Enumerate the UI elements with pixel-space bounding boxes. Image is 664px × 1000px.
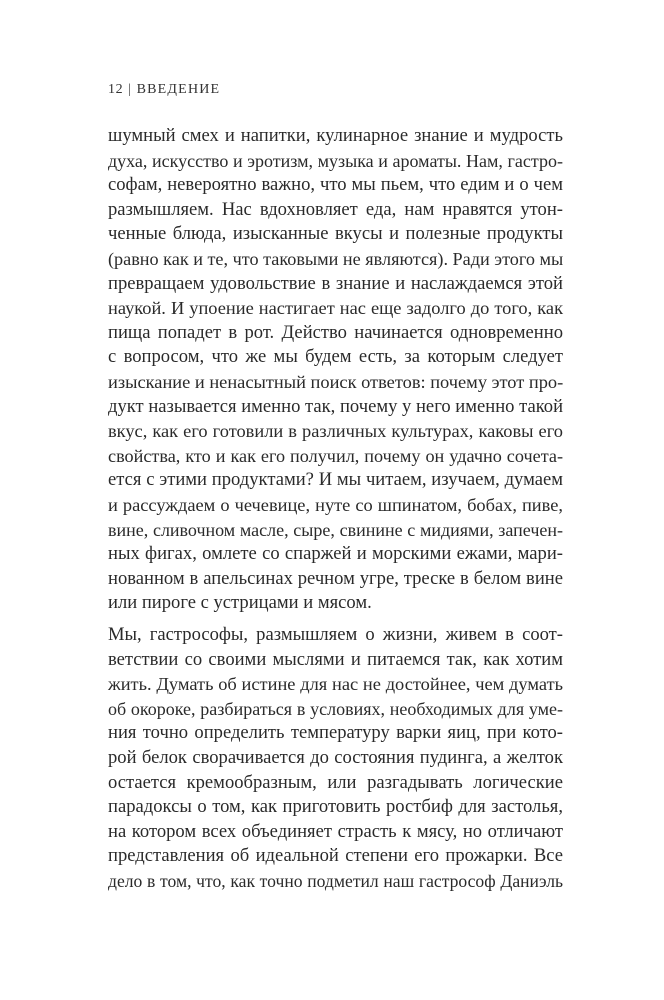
running-head [108,82,220,98]
text-line: свойства, кто и как его получил, почему он удачно сочета- [108,445,563,466]
text-line: софам, невероятно важно, что мы пьем, что едим и о чем [108,174,563,196]
text-line: представления об идеальной степени его прожарки. Все [108,845,563,867]
text-line: вине, сливочном масле, сыре, свинине с мидиями, запечен- [108,519,563,540]
text-line: ченные блюда, изысканные вкусы и полезные продукты [108,223,563,245]
text-line: парадоксы о том, как приготовить ростбиф для застолья, [108,796,563,818]
text-line: дело в том, что, как точно подметил наш гастрософ Даниэль [108,870,563,891]
text-line: Мы, гастрософы, размышляем о жизни, живем в соот- [108,624,563,645]
running-head-separator: | [128,82,132,97]
paragraph-1 [108,124,563,616]
text-line: и рассуждаем о чечевице, нуте со шпинатом, бобах, пиве, [108,494,563,515]
text-line: остается кремообразным, или разгадывать логические [108,771,563,793]
text-line: ется с этими продуктами? И мы читаем, изучаем, думаем [108,469,563,491]
text-line: наукой. И упоение настигает нас еще задолго до того, как [108,298,563,319]
text-line: пища попадет в рот. Действо начинается одновременно [108,321,563,343]
page-number: 12 [108,82,124,97]
text-line: дукт называется именно так, почему у него именно такой [108,395,564,417]
text-line: ных фигах, омлете со спаржей и морскими ежами, мари- [108,543,563,565]
text-line: шумный смех и напитки, кулинарное знание и мудрость [108,125,563,146]
text-line: или пироге с устрицами и мясом. [108,592,372,614]
text-line: духа, искусство и эротизм, музыка и ароматы. Нам, гастро- [108,150,563,171]
text-line: ния точно определить температуру варки яиц, при кото- [108,722,563,744]
text-line: рой белок сворачивается до состояния пудинга, а желток [108,746,563,768]
text-line: с вопросом, что же мы будем есть, за которым следует [108,346,563,368]
text-line: превращаем удовольствие в знание и наслаждаемся этой [108,272,563,294]
text-line: ветствии со своими мыслями и питаемся так, как хотим [108,648,563,670]
text-line: об окороке, разбираться в условиях, необходимых для уме- [108,698,563,719]
text-line: на котором всех объединяет страсть к мясу, но отличают [108,820,563,842]
paragraph-2 [108,623,563,894]
text-line: изыскание и ненасытный поиск ответов: почему этот про- [108,371,564,392]
section-title: ВВЕДЕНИЕ [136,82,221,97]
text-line: (равно как и те, что таковыми не являются). Ради этого мы [108,248,564,269]
text-line: размышляем. Нас вдохновляет еда, нам нравятся утон- [108,198,563,220]
text-line: вкус, как его готовили в различных культурах, каковы его [108,421,563,442]
text-line: нованном в апельсинах речном угре, треске в белом вине [108,567,563,589]
text-line: жить. Думать об истине для нас не достойнее, чем думать [108,674,563,695]
